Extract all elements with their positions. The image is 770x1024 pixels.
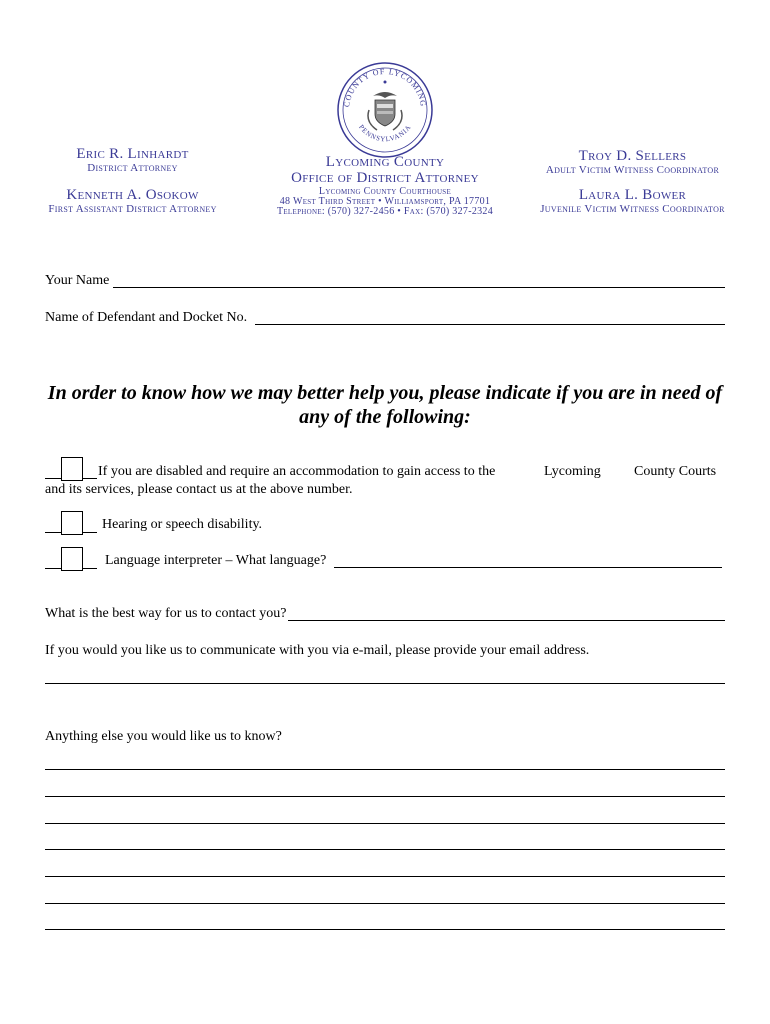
email-label: If you would you like us to communicate with you via e-mail, please provide your email address. xyxy=(45,643,590,658)
svg-text:COUNTY OF LYCOMING: COUNTY OF LYCOMING xyxy=(342,66,428,108)
contact-row xyxy=(45,606,725,622)
defendant-field[interactable] xyxy=(255,310,725,325)
juvenile-coordinator-title: Juvenile Victim Witness Coordinator xyxy=(540,203,725,215)
office-courthouse: Lycoming County Courthouse xyxy=(318,186,452,197)
option1-line2: and its services, please contact us at the above number. xyxy=(45,482,353,497)
disability-accommodation-checkbox[interactable] xyxy=(61,457,83,481)
contact-label: What is the best way for us to contact you? xyxy=(45,606,287,621)
first-assistant-name: Kenneth A. Osokow xyxy=(66,187,199,203)
first-assistant-title: First Assistant District Attorney xyxy=(48,203,217,215)
header-left xyxy=(30,146,235,215)
anything-line-3[interactable] xyxy=(45,823,725,824)
heading-line-2: any of the following: xyxy=(299,406,471,428)
option2-text: Hearing or speech disability. xyxy=(102,517,263,532)
da-title: District Attorney xyxy=(87,162,178,174)
anything-line-5[interactable] xyxy=(45,876,725,877)
svg-text:PENNSYLVANIA: PENNSYLVANIA xyxy=(357,123,413,144)
header-right xyxy=(525,148,740,215)
email-field[interactable] xyxy=(45,683,725,684)
seal-graphic xyxy=(335,60,435,160)
juvenile-coordinator-name: Laura L. Bower xyxy=(578,187,687,203)
office-name: Office of District Attorney xyxy=(291,170,479,186)
your-name-label: Your Name xyxy=(45,273,110,288)
anything-line-1[interactable] xyxy=(45,769,725,770)
option3-text: Language interpreter – What language? xyxy=(105,553,327,568)
anything-label: Anything else you would like us to know? xyxy=(45,729,282,744)
your-name-field[interactable] xyxy=(113,273,725,288)
heading-line-1: In order to know how we may better help you, please indicate if you are in need of xyxy=(47,382,723,404)
option1-lycoming: Lycoming xyxy=(544,464,601,479)
hearing-speech-checkbox[interactable] xyxy=(61,511,83,535)
contact-field[interactable] xyxy=(288,606,725,621)
anything-line-7[interactable] xyxy=(45,929,725,930)
defendant-row xyxy=(45,310,725,326)
option3-row xyxy=(105,553,722,569)
option1-courts: County Courts xyxy=(634,464,717,479)
header-center xyxy=(240,154,530,217)
county-seal xyxy=(335,60,435,160)
office-address: 48 West Third Street • Williamsport, PA 17701 xyxy=(279,196,491,207)
anything-line-2[interactable] xyxy=(45,796,725,797)
defendant-label: Name of Defendant and Docket No. xyxy=(45,310,248,325)
interpreter-checkbox[interactable] xyxy=(61,547,83,571)
office-phone: Telephone: (570) 327-2456 • Fax: (570) 327-2324 xyxy=(276,206,494,217)
office-county: Lycoming County xyxy=(325,154,445,170)
adult-coordinator-name: Troy D. Sellers xyxy=(578,148,687,164)
your-name-row xyxy=(45,273,725,289)
option1-text: If you are disabled and require an accommodation to gain access to the xyxy=(98,464,496,479)
anything-line-4[interactable] xyxy=(45,849,725,850)
da-name: Eric R. Linhardt xyxy=(76,146,189,162)
language-field[interactable] xyxy=(334,553,722,568)
anything-line-6[interactable] xyxy=(45,903,725,904)
adult-coordinator-title: Adult Victim Witness Coordinator xyxy=(545,164,720,176)
needs-heading xyxy=(30,381,740,429)
